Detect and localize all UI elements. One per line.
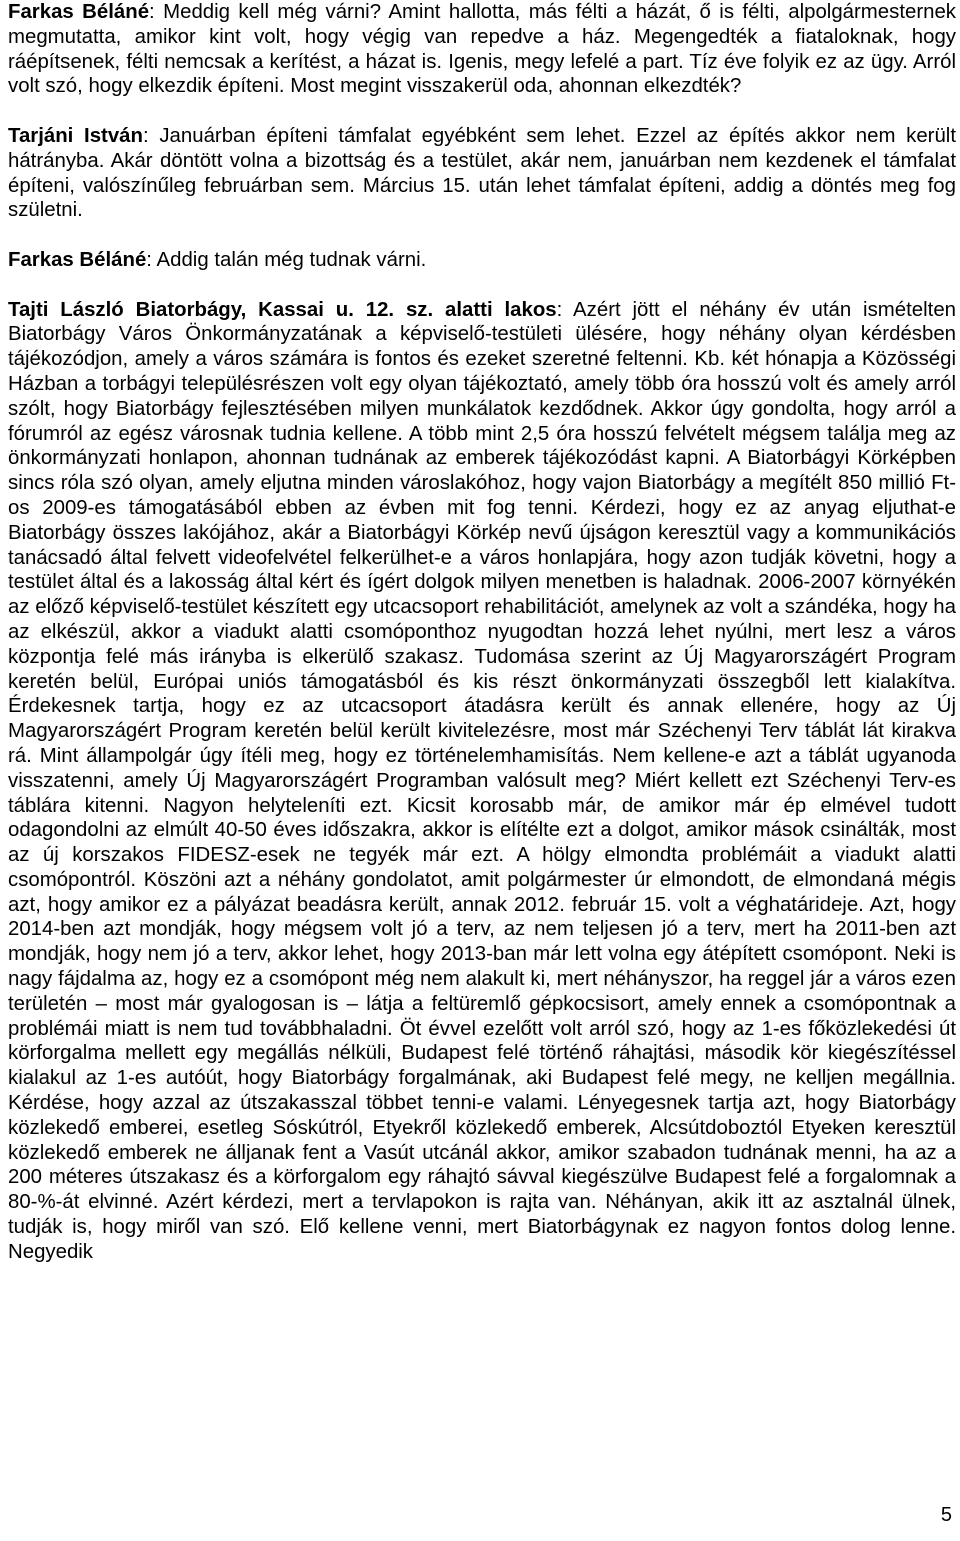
- paragraph-farkas-2: [8, 248, 956, 273]
- paragraph-tarjani: [8, 124, 956, 223]
- page-number: 5: [940, 1504, 952, 1526]
- paragraph-text: : Meddig kell még várni? Amint hallotta, más félti a házát, ő is félti, alpolgármesternek megmutatta, amikor kint volt, hogy végig van repedve a ház. Megengedték a fiataloknak, hogy ráépítsenek, félti nemcsak a kerítést, a házat is. Igenis, megy lefelé a part. Tíz éve folyik ez az ügy. Arról volt szó, hogy elkezdik építeni. Most megint visszakerül oda, ahonnan elkezdték?: [8, 1, 956, 98]
- speaker-name: Tajti László Biatorbágy, Kassai u. 12. sz. alatti lakos: [8, 298, 557, 321]
- paragraph-text: : Addig talán még tudnak várni.: [146, 248, 427, 271]
- paragraph-farkas-1: [8, 0, 956, 99]
- paragraph-tajti: [8, 298, 956, 1265]
- speaker-name: Farkas Béláné: [8, 1, 150, 23]
- paragraph-text: : Azért jött el néhány év után ismételten Biatorbágy Város Önkormányzatának a képviselő-testületi ülésére, hogy néhány olyan kérdésben tájékozódjon, amely a város számára is fontos és ezeket szeretné feltenni. Kb. két hónapja a Közösségi Házban a torbágyi településrészen volt egy olyan tájékoztató, amely több óra hosszú volt és amely arról szólt, hogy Biatorbágy fejlesztésében milyen munkálatok kezdődnek. Akkor úgy gondolta, hogy arról a fórumról az egész városnak tudnia kellene. A több mint 2,5 óra hosszú felvételt mégsem találja meg az önkormányzati honlapon, ahonnan tudnának az emberek tájékozódást kapni. A Biatorbágyi Körképben sincs róla szó olyan, amely eljutna minden városlakóhoz, hogy vajon Biatorbágy a megítélt 850 millió Ft-os 2009-es támogatásából ebben az évben mit fog tenni. Kérdezi, hogy ez az anyag eljuthat-e Biatorbágy összes lakójához, akár a Biatorbágyi Körkép nevű újságon keresztül vagy a kommunikációs tanácsadó által felvett videofelvétel felkerülhet-e a város honlapjára, hogy azon tudják követni, hogy a testület által és a lakosság által kért és ígért dolgok milyen menetben is haladnak. 2006-2007 környékén az előző képviselő-testület készített egy utcacsoport rehabilitációt, amelynek az volt a szándéka, hogy ha az elkészül, akkor a viadukt alatti csomóponthoz nyugodtan hozzá lehet nyúlni, mert lesz a város központja felé más irányba is elkerülő szakasz. Tudomása szerint az Új Magyarországért Program keretén belül, Európai uniós támogatásból és kis részt önkormányzati összegből lett kialakítva. Érdekesnek tartja, hogy ez az utcacsoport átadásra került és annak ellenére, hogy az Új Magyarországért Program keretén belül került kivitelezésre, most már Széchenyi Terv táblát lát kirakva rá. Mint állampolgár úgy ítéli meg, hogy ez történelemhamisítás. Nem kellene-e azt a táblát ugyanoda visszatenni, amely Új Magyarországért Programban valósult meg? Miért kellett ezt Széchenyi Terv-es táblára kitenni. Nagyon helyteleníti ezt. Kicsit korosabb már, de amikor már ép elmével tudott odagondolni az elmúlt 40-50 éves időszakra, akkor is elítélte ezt a dolgot, amikor mások csinálták, most az új korszakos FIDESZ-esek ne tegyék már ezt. A hölgy elmondta problémáit a viadukt alatti csomópontról. Köszöni azt a néhány gondolatot, amit polgármester úr elmondott, de elmondaná mégis azt, hogy amikor ez a pályázat beadásra került, annak 2012. február 15. volt a véghatárideje. Azt, hogy 2014-ben azt mondják, hogy mégsem volt jó a terv, az nem teljesen jó a terv, mert ha 2011-ben azt mondják, hogy nem jó a terv, akkor lehet, hogy 2013-ban már lett volna egy átépített csomópont. Neki is nagy fájdalma az, hogy ez a csomópont még nem alakult ki, mert néhányszor, ha reggel jár a város ezen területén – most már gyalogosan is – látja a feltüremlő gépkocsisort, amely ennek a csomópontnak a problémái miatt is nem tud továbbhaladni. Öt évvel ezelőtt volt arról szó, hogy az 1-es főközlekedési út körforgalma mellett egy megállás nélküli, Budapest felé történő ráhajtási, második kör kiegészítéssel kialakul az 1-es autóút, hogy Biatorbágy forgalmának, aki Budapest felé megy, ne kelljen megállnia. Kérdése, hogy azzal az útszakasszal többet tenni-e valami. Lényegesnek tartja azt, hogy Biatorbágy közlekedő emberei, esetleg Sóskútról, Etyekről közlekedő emberek, Alcsútdoboztól Etyeken keresztül közlekedő emberek ne álljanak fent a Vasút utcánál akkor, amikor szabadon tudnának menni, ha az a 200 méteres útszakasz és a körforgalom egy ráhajtó sávval kiegészülve Budapest felé a forgalomnak a 80-%-át elvinné. Azért kérdezi, mert a tervlapokon is rajta van. Néhányan, akik itt az asztalnál ülnek, tudják is, hogy miről van szó. Elő kellene venni, mert Biatorbágynak ez nagyon fontos dolog lenne. Negyedik: [8, 298, 956, 1263]
- speaker-name: Farkas Béláné: [8, 248, 147, 271]
- document-page: [8, 0, 956, 1265]
- speaker-name: Tarjáni István: [8, 124, 143, 147]
- paragraph-text: : Januárban építeni támfalat egyébként sem lehet. Ezzel az építés akkor nem került hátrányba. Akár döntött volna a bizottság és a testület, akár nem, januárban nem kezdenek el támfalat építeni, valószínűleg februárban sem. Március 15. után lehet támfalat építeni, addig a döntés meg fog születni.: [8, 124, 956, 222]
